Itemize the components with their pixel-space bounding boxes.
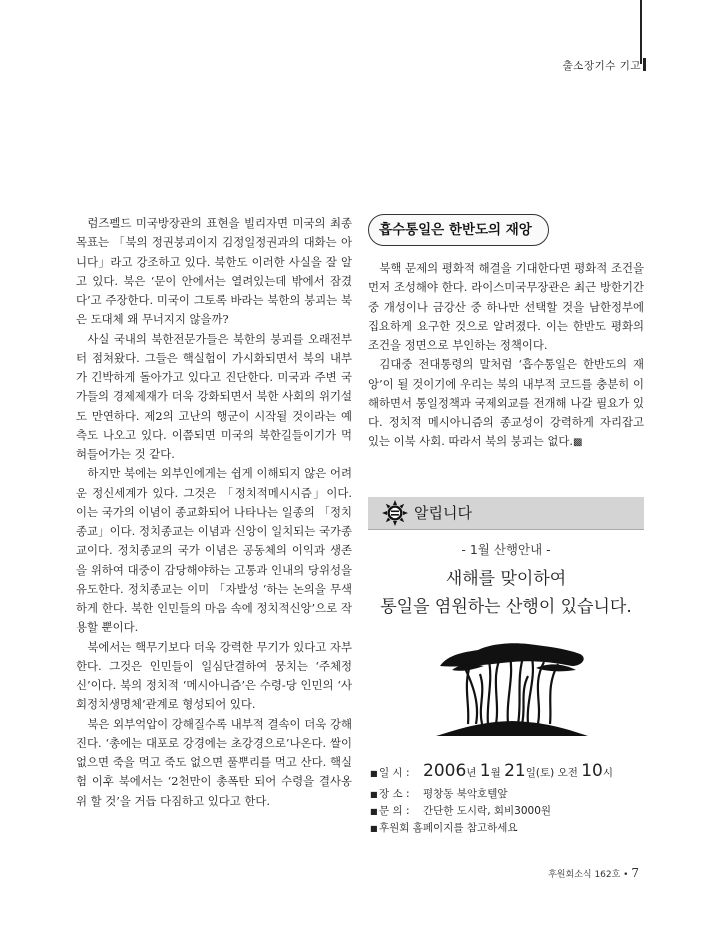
- article-paragraph: [368, 355, 644, 452]
- square-bullet-icon: ■: [370, 790, 378, 799]
- notice-title: 알립니다: [414, 504, 472, 522]
- square-bullet-icon: ■: [370, 807, 378, 816]
- header-bar-mark: [643, 58, 646, 71]
- right-article-column: [368, 259, 644, 453]
- page-number: 7: [631, 866, 639, 880]
- article-paragraph: 북은 외부억압이 강해질수록 내부적 결속이 더욱 강해진다. ‘총에는 대포로 강경에는 초강경으로’나온다. 쌀이 없으면 죽을 먹고 죽도 없으면 풀뿌리를 먹고 산다. 핵실험 이후 북에서는 ‘2천만이 총폭탄 되어 수령을 결사옹위 할 것’을 거듭 다짐하고 있다고 한다.: [76, 716, 352, 808]
- event-website-row: ■후원회 홈페이지를 참고하세요: [370, 820, 660, 837]
- left-article-column: [76, 214, 352, 811]
- notice-headline-1: 새해를 맞이하여: [445, 569, 567, 589]
- event-date-row: ■일 시 : 2006년 1월 21일(토) 오전 10시: [370, 756, 660, 786]
- event-details-list: [370, 756, 660, 837]
- section-heading-pill: 흡수통일은 한반도의 재앙: [368, 214, 549, 246]
- article-paragraph: 럼즈펠드 미국방장관의 표현을 빌리자면 미국의 최종목표는 「북의 정권붕괴이지 김정일정권과의 대화는 아니다」라고 강조하고 있다. 북한도 이러한 사실을 잘 알고 있다. 북은 ‘문이 안에서는 열려있는데 밖에서 잠겼다’고 주장한다. 미국이 그토록 바라는 북한의 붕괴는 북은 도대체 왜 무너지지 않을까?: [76, 216, 352, 327]
- article-paragraph: 사실 국내의 북한전문가들은 북한의 붕괴를 오래전부터 점쳐왔다. 그들은 핵실험이 가시화되면서 북의 내부가 긴박하게 돌아가고 있다고 진단한다. 미국과 주변 국가들의 경제제재가 더욱 강화되면서 북한 사회의 위기설도 만연하다. 제2의 고난의 행군이 시작될 것이라는 예측도 나오고 있다. 이쯤되면 미국의 북한길들이기가 먹혀들어가는 것 같다.: [76, 331, 352, 461]
- event-place-row: ■장 소 : 평창동 북악호텔앞: [370, 786, 660, 803]
- event-inquiry-row: ■문 의 : 간단한 도시락, 회비3000원: [370, 803, 660, 820]
- header-rule: [640, 0, 642, 64]
- trees-on-hill-illustration: [432, 632, 592, 744]
- article-paragraph: 북핵 문제의 평화적 해결을 기대한다면 평화적 조건을 먼저 조성해야 한다. 라이스미국무장관은 최근 방한기간 중 개성이나 금강산 중 하나만 선택할 것을 남한정부에 집요하게 요구한 것으로 알려졌다. 이는 한반도 평화의 조건을 정면으로 부인하는 정책이다.: [368, 261, 644, 352]
- notice-headline-2: 통일을 염원하는 산행이 있습니다.: [380, 597, 632, 617]
- notice-subtitle: - 1월 산행안내 -: [461, 542, 551, 557]
- sun-emblem-icon: [382, 500, 408, 526]
- square-bullet-icon: ■: [370, 824, 378, 833]
- article-paragraph: 북에서는 핵무기보다 더욱 강력한 무기가 있다고 자부한다. 그것은 인민들이 일심단결하여 뭉치는 ‘주체정신’이다. 북의 정치적 ‘메시아니즘’은 수령-당 인민의 ‘사회정치생명체’관계로 형성되어 있다.: [76, 639, 352, 712]
- section-header-label: 출소장기수 기고: [562, 60, 641, 72]
- square-bullet-icon: ■: [370, 769, 378, 778]
- end-of-article-mark: ▩: [573, 437, 583, 449]
- page-footer: [548, 866, 639, 880]
- article-paragraph-text: 김대중 전대통령의 말처럼 ‘흡수통일은 한반도의 재앙’이 될 것이기에 우리는 북의 내부적 코드를 충분히 이해하면서 통일정책과 국제외교를 전개해 나갈 필요가 있다. 정치적 메시아니즘의 종교성이 강력하게 자리잡고 있는 이북 사회. 따라서 북의 붕괴는 없다.: [368, 357, 644, 449]
- article-paragraph: 하지만 북에는 외부인에게는 쉽게 이해되지 않은 어려운 정신세계가 있다. 그것은 「정치적메시시즘」이다. 이는 국가의 이념이 종교화되어 나타나는 일종의 「정치종교」이다. 정치종교는 이념과 신앙이 일치되는 국가종교이다. 정치종교의 국가 이념은 공동체의 이익과 생존을 위하여 대중이 감당해야하는 고통과 인내의 당위성을 유도한다. 정치종교는 이미 「자발성 ‘하는 논의을 무색하게 한다. 북한 인민들의 마음 속에 정치적신앙’으로 작용할 뿐이다.: [76, 466, 352, 635]
- notice-header-bar: [368, 497, 644, 530]
- footer-label: 후원회소식 162호 •: [548, 870, 629, 880]
